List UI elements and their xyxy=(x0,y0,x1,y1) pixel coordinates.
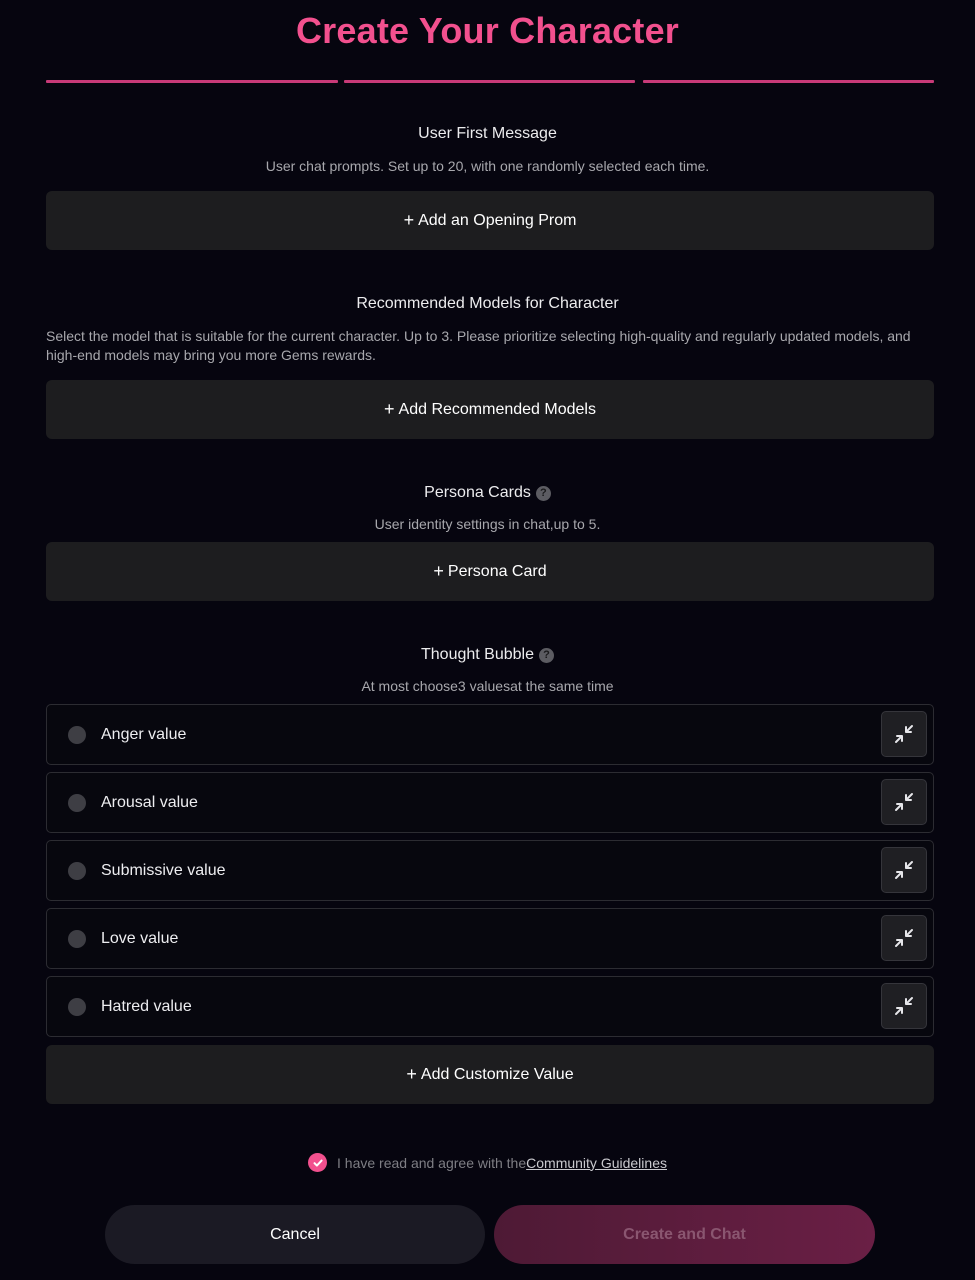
value-option-submissive[interactable] xyxy=(46,840,934,901)
recommended-models-description: Select the model that is suitable for the current character. Up to 3. Please prioritize selecting high-quality and regularly updated models, and high-end models may bring you more Gems rewards. xyxy=(46,328,911,363)
value-option-anger[interactable] xyxy=(46,704,934,765)
add-opening-prompt-button[interactable] xyxy=(46,191,934,250)
persona-cards-heading xyxy=(0,484,975,502)
create-and-chat-label: Create and Chat xyxy=(623,1225,746,1243)
persona-cards-title: Persona Cards xyxy=(424,484,531,501)
value-label: Submissive value xyxy=(101,862,226,879)
collapse-arrows-icon xyxy=(892,722,916,746)
plus-icon: + xyxy=(433,561,444,581)
add-persona-card-label: Persona Card xyxy=(447,562,547,580)
page-title: Create Your Character xyxy=(295,10,680,51)
value-option-arousal[interactable] xyxy=(46,772,934,833)
create-and-chat-button[interactable] xyxy=(494,1205,875,1264)
step-progress xyxy=(46,80,934,83)
value-option-hatred[interactable] xyxy=(46,976,934,1037)
collapse-arrows-icon xyxy=(892,858,916,882)
agreement-text: I have read and agree with the xyxy=(337,1154,527,1171)
add-recommended-models-button[interactable] xyxy=(46,380,934,439)
value-label: Anger value xyxy=(101,726,187,743)
help-icon[interactable]: ? xyxy=(539,648,554,663)
checkmark-icon xyxy=(312,1157,324,1169)
plus-icon: + xyxy=(384,399,395,419)
cancel-button-label: Cancel xyxy=(270,1225,320,1243)
persona-cards-description: User identity settings in chat,up to 5. xyxy=(374,516,601,532)
collapse-button[interactable] xyxy=(881,779,927,825)
value-label: Arousal value xyxy=(101,794,198,811)
radio-button[interactable] xyxy=(68,726,86,744)
recommended-models-title: Recommended Models for Character xyxy=(356,295,619,312)
collapse-button[interactable] xyxy=(881,915,927,961)
radio-button[interactable] xyxy=(68,794,86,812)
step-indicator-1 xyxy=(46,80,338,83)
plus-icon: + xyxy=(406,1064,417,1084)
user-first-message-title: User First Message xyxy=(418,125,557,142)
add-customize-value-button[interactable] xyxy=(46,1045,934,1104)
add-recommended-models-label: Add Recommended Models xyxy=(398,400,596,418)
radio-button[interactable] xyxy=(68,862,86,880)
collapse-button[interactable] xyxy=(881,847,927,893)
collapse-button[interactable] xyxy=(881,711,927,757)
value-label: Hatred value xyxy=(101,998,192,1015)
plus-icon: + xyxy=(403,210,415,230)
thought-bubble-title: Thought Bubble xyxy=(421,646,534,663)
radio-button[interactable] xyxy=(68,998,86,1016)
add-customize-value-label: Add Customize Value xyxy=(420,1065,574,1083)
thought-bubble-description: At most choose3 valuesat the same time xyxy=(361,678,614,694)
collapse-arrows-icon xyxy=(892,994,916,1018)
add-persona-card-button[interactable] xyxy=(46,542,934,601)
collapse-button[interactable] xyxy=(881,983,927,1029)
collapse-arrows-icon xyxy=(892,926,916,950)
agree-checkbox[interactable] xyxy=(308,1153,327,1172)
collapse-arrows-icon xyxy=(892,790,916,814)
cancel-button[interactable] xyxy=(105,1205,485,1264)
value-label: Love value xyxy=(101,930,179,947)
radio-button[interactable] xyxy=(68,930,86,948)
agreement-row xyxy=(0,1153,975,1172)
step-indicator-3 xyxy=(643,80,934,83)
help-icon[interactable]: ? xyxy=(536,486,551,501)
community-guidelines-link[interactable]: Community Guidelines xyxy=(526,1154,667,1171)
step-indicator-2 xyxy=(344,80,635,83)
thought-bubble-heading xyxy=(0,646,975,664)
user-first-message-description: User chat prompts. Set up to 20, with one randomly selected each time. xyxy=(265,158,710,174)
value-option-love[interactable] xyxy=(46,908,934,969)
add-opening-prompt-label: Add an Opening Prom xyxy=(418,211,577,229)
